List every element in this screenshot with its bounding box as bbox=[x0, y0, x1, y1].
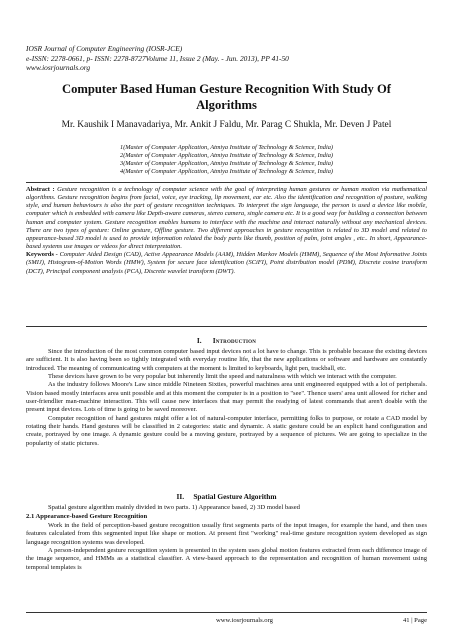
section-2-heading bbox=[26, 492, 427, 501]
affiliation-1: 1(Master of Computer Application, Atmiya Institute of Technology & Science, India) bbox=[120, 144, 333, 151]
paper-title: Computer Based Human Gesture Recognition With Study Of Algorithms bbox=[62, 82, 391, 112]
section-1-heading bbox=[26, 336, 427, 345]
paragraph: A person-independent gesture recognition system is presented in the system uses global motion features extracted from each difference image of the image sequence, and HMMs as a statistical classifier. A view-based approach to the representation and recognition of human movement using temporal templates is bbox=[26, 547, 427, 571]
abstract-bottom-rule bbox=[26, 326, 427, 327]
section-2-number: II. bbox=[176, 492, 185, 501]
affiliation-4: 4(Master of Computer Application, Atmiya Institute of Technology & Science, India) bbox=[120, 168, 333, 176]
journal-header bbox=[26, 44, 289, 73]
paragraph: These devices have grown to be very popular but inherently limit the speed and naturalness with which we interact with the computer. bbox=[48, 373, 397, 381]
section-2-body bbox=[26, 522, 427, 572]
paragraph: Work in the field of perception-based gesture recognition usually first segments parts of the input images, for example the hand, and then uses features calculated from this segmented input like shape or motion. At present first "working" real-time gesture recognition system developed as sign language recognition systems was developed. bbox=[26, 522, 427, 546]
section-2-intro: Spatial gesture algorithm mainly divided in two parts. 1) Appearance based, 2) 3D model based bbox=[48, 504, 300, 511]
keywords-label: Keywords - bbox=[26, 251, 58, 259]
journal-issn: e-ISSN: 2278-0661, p- ISSN: 2278-8727Volume 11, Issue 2 (May. - Jun. 2013), PP 41-50 bbox=[26, 53, 289, 63]
journal-name: IOSR Journal of Computer Engineering (IOSR-JCE) bbox=[26, 44, 183, 53]
paragraph: Computer recognition of hand gestures might offer a lot of natural-computer interface, permitting folks to purpose, or rotate a CAD model by rotating their hands. Hand gestures will be classified in 2 categories: static and dynamic. A static gesture could be an explicit hand configuration and create, portrayed by one image. A dynamic gesture could be a moving gesture, portrayed by a sequence of pictures. We are going to specialize in the popularity of static pictures. bbox=[26, 414, 427, 447]
section-1-title: Introduction bbox=[212, 336, 257, 345]
abstract bbox=[26, 186, 427, 276]
footer-url: www.iosrjournals.org bbox=[216, 617, 273, 624]
section-2-title: Spatial Gesture Algorithm bbox=[193, 492, 277, 501]
page-number: 41 | Page bbox=[402, 617, 427, 624]
journal-url: www.iosrjournals.org bbox=[26, 63, 91, 73]
affiliation-3: 3(Master of Computer Application, Atmiya Institute of Technology & Science, India) bbox=[120, 160, 333, 168]
section-1-body bbox=[26, 348, 427, 448]
affiliation-2: 2(Master of Computer Application, Atmiya Institute of Technology & Science, India) bbox=[120, 152, 333, 160]
keywords-text: Computer Aided Design (CAD), Active Appearance Models (AAM), Hidden Markov Models (HMM), Sequence of the Most Informative Joints (SMIJ), Histogram-of-Motion Words (HMW), System for secure face identification (SCiFI), Point distribution model (PDM), Discrete cosine transform (DCT), Principal component analysis (PCA), Discrete wavelet transform (DWT). bbox=[26, 251, 428, 275]
abstract-top-rule bbox=[26, 182, 427, 183]
abstract-text: Gesture recognition is a technology of computer science with the goal of interpreting human gestures or human motion via mathematical algorithms. Gesture recognition begins from facial, voice, eye tracking, lip movement, ear etc. Also the identification and recognition of posture, walking style, and human behaviours is also the part of gesture recognition techniques. To interpret the sign language, the person is used a device like mobile, computer which is embedded with camera like Depth-aware cameras, stereo camera, single camera etc. It is a good way for building a connection between human and computer system. Gesture recognition enables humans to interface with the machine and interact naturally without any mechanical devices. There are two types of gesture: Online gesture, Offline gesture. Two different approaches in gesture recognition is related to 3D model and related to appearance-based 3D model is used to provide information related the body parts like thumb, position of palm, joint angles , etc.. In short, Appearance-based systems use images or videos for direct interpretation. bbox=[26, 186, 427, 251]
subsection-2-1-heading: 2.1 Appearance-based Gesture Recognition bbox=[26, 513, 148, 520]
section-1-number: I. bbox=[196, 336, 202, 345]
paragraph: As the industry follows Moore's Law since middle Nineteen Sixties, powerful machines area unit engineered equipped with a lot of peripherals. Vision based mostly interfaces area unit possible and at this moment the computer is in a position to "see". Thence users' area unit allowed for richer and user-friendlier man-machine interaction. This will cause new interfaces that may permit the readying of latest commands that aren't doable with the present input devices. Lots of time is going to be saved moreover. bbox=[26, 381, 427, 414]
abstract-label: Abstract : bbox=[26, 186, 55, 193]
paragraph: Since the introduction of the most common computer based input devices not a lot have to change. This is probable because the existing devices are sufficient. It is also having been so tightly integrated with everyday routine life, that the new applications or software and hardware are constantly introduced. The meaning of communicating with computers at the moment is limited to keyboards, light pen, trackball, etc. bbox=[26, 348, 427, 372]
footer-rule bbox=[26, 612, 427, 613]
affiliations bbox=[40, 144, 413, 176]
author-list: Mr. Kaushik I Manavadariya, Mr. Ankit J Faldu, Mr. Parag C Shukla, Mr. Deven J Patel bbox=[61, 120, 392, 130]
